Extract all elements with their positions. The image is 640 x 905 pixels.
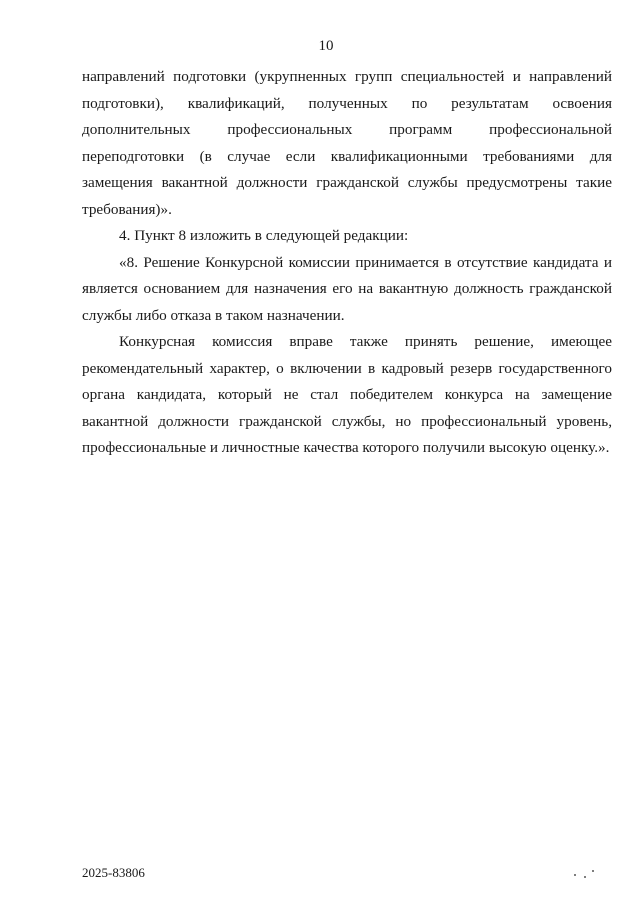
paragraph-point-8: «8. Решение Конкурсной комиссии принимается в отсутствие кандидата и является основанием для назначения его на вакантную должность гражданской службы либо отказа в таком назначении. — [82, 253, 612, 324]
paragraph-continuation: направлений подготовки (укрупненных групп специальностей и направлений подготовки), квалификаций, полученных по результатам освоения дополнительных профессиональных программ профессиональной переподготовки (в случае если квалификационными требованиями для замещения вакантной должности гражданской службы предусмотрены такие требования)». — [82, 68, 612, 218]
page-number: 10 — [318, 38, 334, 54]
paragraph-commission-rights: Конкурсная комиссия вправе также принять решение, имеющее рекомендательный характер, о включении в кадровый резерв государственного органа кандидата, который не стал победителем конкурса на замещение вакантной должности гражданской службы, но профессиональный уровень, профессиональные и личностные качества которого получили высокую оценку.». — [82, 333, 612, 456]
paragraph-item-4: 4. Пункт 8 изложить в следующей редакции: — [119, 227, 409, 244]
document-code: 2025-83806 — [82, 865, 145, 880]
document-body — [82, 64, 612, 462]
scan-artifact-dots — [572, 866, 602, 880]
